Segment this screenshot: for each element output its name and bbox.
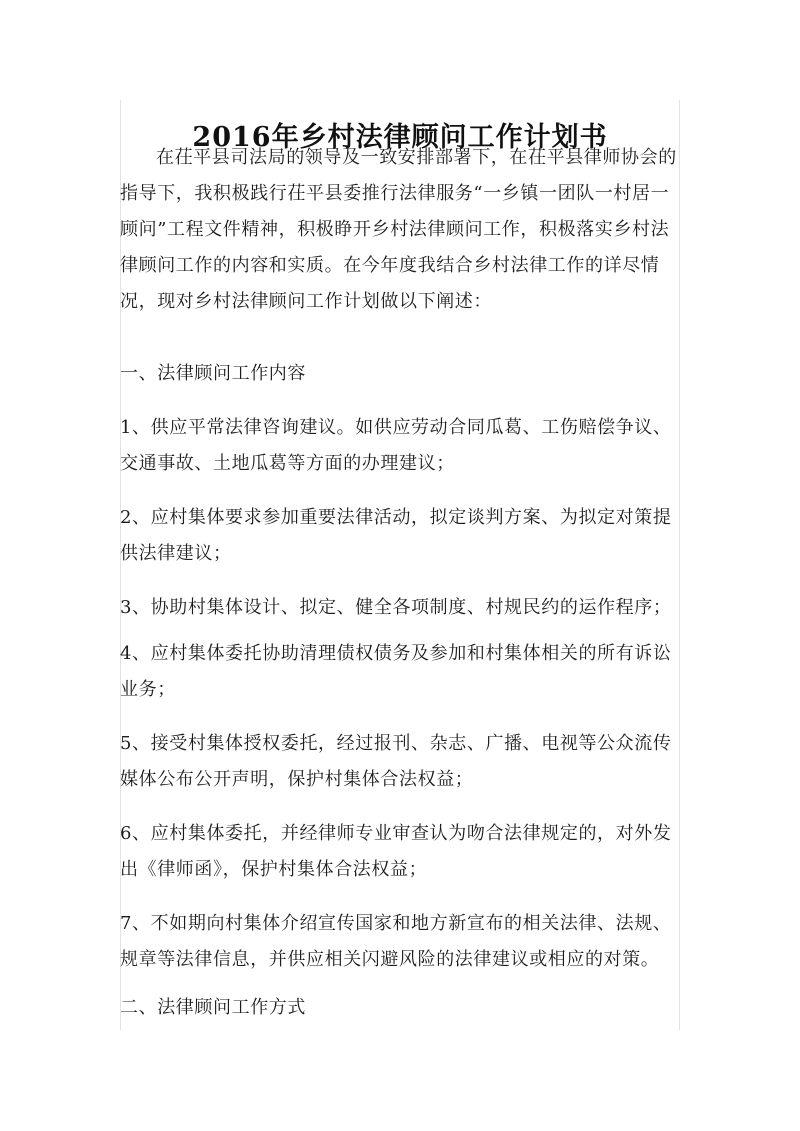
list-item: 3、协助村集体设计、拟定、健全各项制度、村规民约的运作程序； (120, 597, 672, 618)
list-item: 6、应村集体委托，并经律师专业审查认为吻合法律规定的，对外发出《律师函》，保护村集体合法权益； (120, 823, 672, 880)
section-heading-method: 二、法律顾问工作方式 (120, 997, 306, 1018)
list-item: 7、不如期向村集体介绍宣传国家和地方新宣布的相关法律、法规、规章等法律信息，并供应相关闪避风险的法律建议或相应的对策。 (120, 913, 672, 970)
list-item: 4、应村集体委托协助清理债权债务及参加和村集体相关的所有诉讼业务； (120, 643, 672, 700)
section-heading-content: 一、法律顾问工作内容 (120, 363, 306, 384)
document-title: 2016年乡村法律顾问工作计划书 (192, 122, 608, 154)
list-item: 1、供应平常法律咨询建议。如供应劳动合同瓜葛、工伤赔偿争议、交通事故、土地瓜葛等方面的办理建议； (120, 417, 672, 474)
intro-paragraph: 在茌平县司法局的领导及一致安排部署下，在茌平县律师协会的指导下，我积极践行茌平县委推行法律服务“一乡镇一团队一村居一顾问”工程文件精神，积极睁开乡村法律顾问工作，积极落实乡村法律顾问工作的内容和实质。在今年度我结合乡村法律工作的详尽情况，现对乡村法律顾问工作计划做以下阐述： (120, 147, 677, 312)
list-item: 5、接受村集体授权委托，经过报刊、杂志、广播、电视等公众流传媒体公布公开声明，保护村集体合法权益； (120, 733, 672, 790)
list-item: 2、应村集体要求参加重要法律活动，拟定谈判方案、为拟定对策提供法律建议； (120, 507, 672, 564)
